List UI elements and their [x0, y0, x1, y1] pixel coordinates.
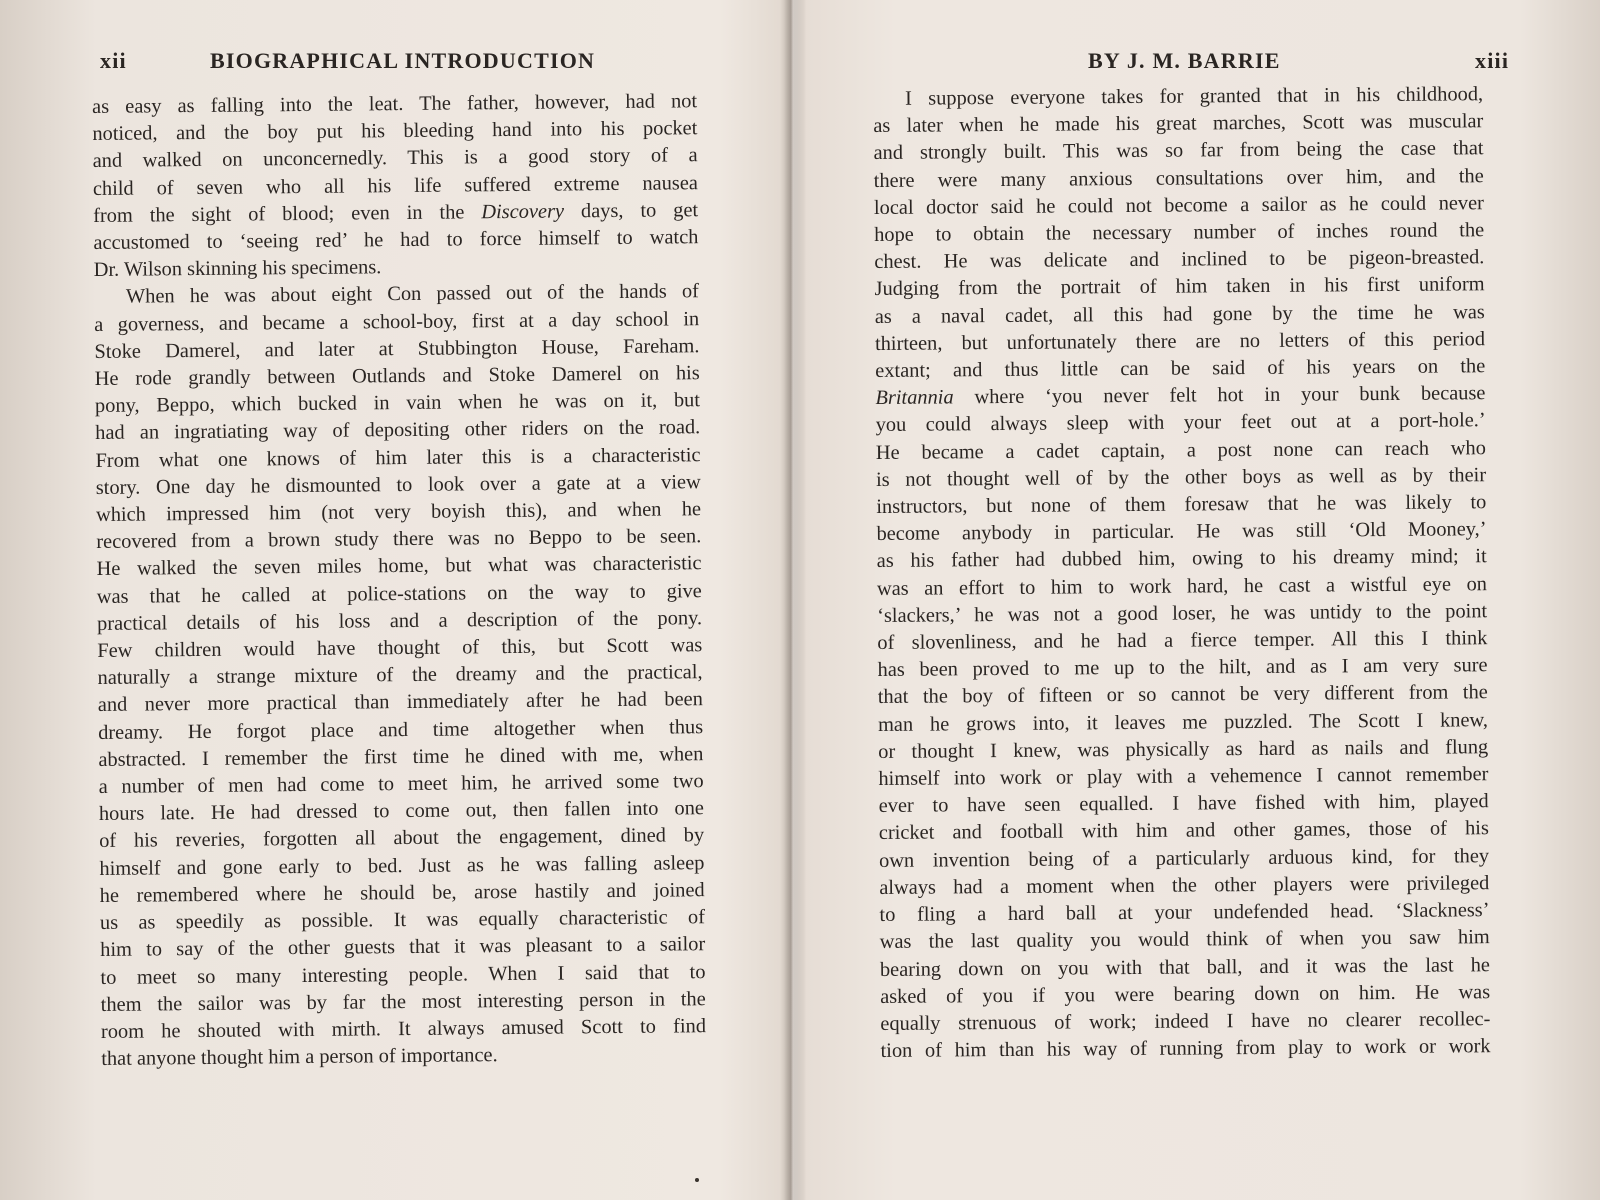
text-line: asked of you if you were bearing down on him. He was	[880, 980, 1491, 1008]
text-line: us as speedily as possible. It was equally characteristic of	[99, 906, 706, 935]
text-line: extant; and thus little can be said of his years on the	[875, 355, 1486, 383]
left-running-head: BIOGRAPHICAL INTRODUCTION	[210, 48, 596, 73]
text-line: or thought I knew, was physically as hard as nails and flung	[878, 736, 1489, 763]
text-line: bearing down on you with that ball, and it was the last he	[879, 953, 1491, 981]
text-line: become anybody in particular. He was still ‘Old Mooney,’	[876, 518, 1487, 546]
text-line: chest. He was delicate and inclined to be pigeon-breasted.	[874, 246, 1485, 274]
ink-speck	[695, 1178, 699, 1182]
text-line: naturally a strange mixture of the dreamy and the practical,	[97, 661, 703, 690]
text-line: from the sight of blood; even in the Discovery days, to get	[93, 199, 699, 227]
right-page-number: xiii	[1475, 48, 1510, 73]
text-line: I suppose everyone takes for granted that in his childhood,	[905, 83, 1484, 110]
text-line: had an ingratiating way of depositing other riders on the road.	[95, 416, 701, 445]
text-line: a number of men had come to meet him, he arrived some two	[98, 770, 704, 799]
text-line: child of seven who all his life suffered extreme nausea	[92, 171, 698, 200]
text-line: Dr. Wilson skinning his specimens.	[93, 256, 382, 282]
text-line: which impressed him (not very boyish this), and when he	[95, 498, 702, 527]
text-line: that the boy of fifteen or so cannot be very different from the	[877, 681, 1488, 709]
text-line: From what one knows of him later this is a characteristic	[95, 443, 701, 472]
text-line: He became a cadet captain, a post none can reach who	[875, 436, 1486, 464]
text-line: you could always sleep with your feet out at a port-hole.’	[875, 409, 1486, 437]
text-line: own invention being of a particularly arduous kind, for they	[878, 844, 1490, 872]
text-line: a governess, and became a school-boy, first at a day school in	[94, 307, 700, 336]
text-line: Stoke Damerel, and later at Stubbington House, Fareham.	[94, 335, 700, 363]
text-line: accustomed to ‘seeing red’ he had to force himself to watch	[93, 226, 699, 255]
text-line: to meet so many interesting people. When I said that to	[100, 960, 706, 989]
text-line: story. One day he dismounted to look over a gate at a view	[95, 471, 701, 499]
text-line: recovered from a brown study there was no Beppo to be seen.	[96, 525, 702, 554]
text-line: as a naval cadet, all this had gone by the time he was	[874, 300, 1485, 328]
text-line: abstracted. I remember the first time he dined with me, when	[98, 743, 704, 771]
text-line: was an effort to him to work hard, he cast a wistful eye on	[876, 572, 1488, 600]
left-page-number: xii	[100, 48, 127, 73]
text-line: hours late. He had dressed to come out, then fallen into one	[98, 797, 704, 826]
text-line: was the last quality you would think of when you saw him	[879, 926, 1490, 954]
text-line: as later when he made his great marches, Scott was muscular	[873, 110, 1484, 138]
text-line: ever to have seen equalled. I have fished with him, played	[878, 790, 1489, 818]
text-line: he remembered where he should be, arose hastily and joined	[99, 879, 705, 907]
text-line: When he was about eight Con passed out of the hands of	[125, 280, 700, 309]
text-line: ‘slackers,’ he was not a good loser, he was untidy to the point	[877, 600, 1488, 627]
right-page	[805, 0, 1600, 1200]
text-line: and walked on unconcernedly. This is a good story of a	[92, 144, 698, 173]
text-line: of his reveries, forgotten all about the engagement, dined by	[99, 824, 705, 853]
text-line: always had a moment when the other players were privileged	[879, 872, 1490, 899]
text-line: local doctor said he could not become a sailor as he could never	[873, 192, 1485, 219]
text-line: equally strenuous of work; indeed I have no clearer recollec-	[880, 1008, 1491, 1035]
text-line: them the sailor was by far the most interesting person in the	[100, 987, 706, 1016]
text-line: that anyone thought him a person of importance.	[101, 1044, 498, 1071]
text-line: man he grows into, it leaves me puzzled. The Scott I knew,	[877, 708, 1489, 736]
text-line: and strongly built. This was so far from being the case that	[873, 137, 1484, 165]
right-body-text	[873, 81, 1491, 1065]
text-line: himself into work or play with a vehemence I cannot remember	[878, 763, 1489, 791]
right-running-head: BY J. M. BARRIE	[1088, 48, 1281, 73]
text-line: hope to obtain the necessary number of inches round the	[874, 219, 1485, 247]
left-page	[0, 0, 790, 1200]
text-line: has been proved to me up to the hilt, and as I am very sure	[877, 654, 1488, 682]
text-line: Judging from the portrait of him taken in his first uniform	[874, 273, 1485, 301]
text-line: practical details of his loss and a description of the pony.	[96, 607, 703, 635]
text-line: thirteen, but unfortunately there are no letters of this period	[874, 328, 1486, 355]
text-line: and never more practical than immediately after he had been	[97, 688, 703, 717]
text-line: instructors, but none of them foresaw that he was likely to	[876, 491, 1487, 519]
text-line: to fling a hard ball at your undefended head. ‘Slackness’	[879, 899, 1490, 927]
text-line: He walked the seven miles home, but what was characteristic	[96, 552, 702, 581]
text-line: noticed, and the boy put his bleeding hand into his pocket	[92, 117, 698, 146]
text-line: as easy as falling into the leat. The father, however, had not	[92, 90, 698, 118]
text-line: was that he called at police-stations on the way to give	[96, 579, 702, 608]
text-line: as his father had dubbed him, owing to his dreamy mind; it	[876, 545, 1487, 573]
left-body-text	[92, 88, 706, 1073]
text-line: pony, Beppo, which bucked in vain when he was on it, but	[94, 389, 701, 418]
text-line: Britannia where ‘you never felt hot in your bunk because	[875, 382, 1486, 410]
text-line: Few children would have thought of this, but Scott was	[97, 634, 703, 663]
text-line: He rode grandly between Outlands and Stoke Damerel on his	[94, 362, 700, 391]
text-line: himself and gone early to bed. Just as he was falling asleep	[99, 851, 705, 880]
text-line: cricket and football with him and other games, those of his	[878, 817, 1489, 845]
text-line: dreamy. He forgot place and time altogether when thus	[98, 715, 704, 744]
text-line: room he shouted with mirth. It always amused Scott to find	[100, 1015, 707, 1043]
text-line: tion of him than his way of running from play to work or work	[880, 1035, 1491, 1063]
text-line: of slovenliness, and he had a fierce temper. All this I think	[877, 627, 1488, 655]
text-line: is not thought well of by the other boys as well as by their	[876, 464, 1487, 491]
text-line: him to say of the other guests that it was pleasant to a sailor	[100, 933, 706, 962]
text-line: there were many anxious consultations over him, and the	[873, 164, 1484, 192]
